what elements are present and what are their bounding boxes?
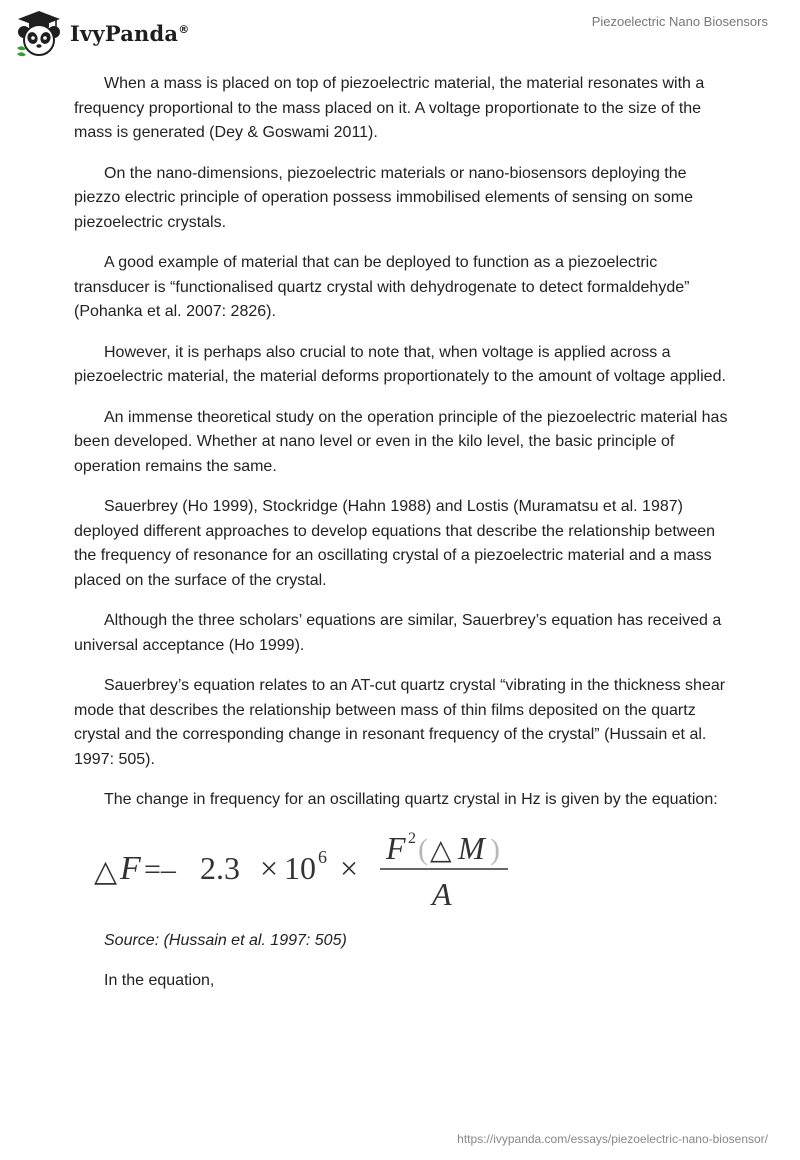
paragraph: Although the three scholars’ equations are similar, Sauerbrey’s equation has received a universal acceptance (Ho 1999). (74, 612, 722, 654)
paragraph: Sauerbrey (Ho 1999), Stockridge (Hahn 1988) and Lostis (Muramatsu et al. 1987) deployed different approaches to develop equations that describe the relationship between the frequency of resonance for an oscillating crystal of a piezoelectric material and a mass placed on the surface of the crystal. (74, 498, 716, 589)
numerator-exponent: 2 (408, 829, 416, 847)
paragraph: Sauerbrey’s equation relates to an AT-cut quartz crystal “vibrating in the thickness shear mode that describes the relationship between mass of thin films deposited on the quartz crystal and the corresponding change in resonant frequency of the crystal” (Hussain et al. 1997: 505). (74, 677, 726, 768)
registered-mark: ® (178, 22, 190, 36)
paragraph: An immense theoretical study on the operation principle of the piezoelectric material has been developed. Whether at nano level or even in the kilo level, the basic principle of operation remains the same. (74, 408, 728, 475)
equation-source: Source: (Hussain et al. 1997: 505) (104, 931, 347, 949)
essay-body (74, 72, 734, 1010)
panda-graduate-icon (14, 8, 64, 58)
source-url[interactable]: https://ivypanda.com/essays/piezoelectric-nano-biosensor/ (457, 1132, 768, 1146)
numerator-close-paren: ) (490, 832, 500, 866)
sauerbrey-equation (90, 829, 734, 911)
power-exponent: 6 (318, 846, 327, 867)
numerator-variable: F (386, 829, 406, 866)
paragraph: The change in frequency for an oscillating quartz crystal in Hz is given by the equation: (104, 791, 718, 808)
denominator: A (432, 875, 452, 911)
delta-symbol: △ (94, 854, 118, 888)
paragraph: However, it is perhaps also crucial to note that, when voltage is applied across a piezoelectric material, the material deforms proportionately to the amount of voltage applied. (74, 343, 726, 385)
document-title: Piezoelectric Nano Biosensors (591, 14, 768, 29)
paragraph: On the nano-dimensions, piezoelectric materials or nano-biosensors deploying the piezzo electric principle of operation possess immobilised elements of sensing on some piezoelectric crystals. (74, 164, 693, 231)
numerator-open-paren: ( (418, 832, 428, 866)
power-base: 10 (284, 849, 316, 886)
times-sign: × (338, 849, 360, 886)
paragraph: A good example of material that can be deployed to function as a piezoelectric transducer is “functionalised quartz crystal with dehydrogenate to detect formaldehyde” (Pohanka et al. 2007: 2826). (74, 254, 690, 320)
ivypanda-logo[interactable] (14, 8, 189, 58)
page-header (0, 0, 800, 70)
numerator-delta: △ (430, 834, 452, 866)
times-sign: × (260, 849, 279, 886)
coefficient: 2.3 (200, 849, 240, 886)
paragraph: In the equation, (104, 972, 215, 989)
numerator-mass: M (458, 829, 485, 866)
equals-minus: =– (144, 852, 176, 886)
lhs-variable: F (120, 849, 141, 887)
brand-name: IvyPanda® (70, 20, 190, 46)
paragraph: When a mass is placed on top of piezoelectric material, the material resonates with a frequency proportional to the mass placed on it. A voltage proportionate to the size of the mass is generated (Dey & Goswami 2011). (74, 75, 705, 141)
